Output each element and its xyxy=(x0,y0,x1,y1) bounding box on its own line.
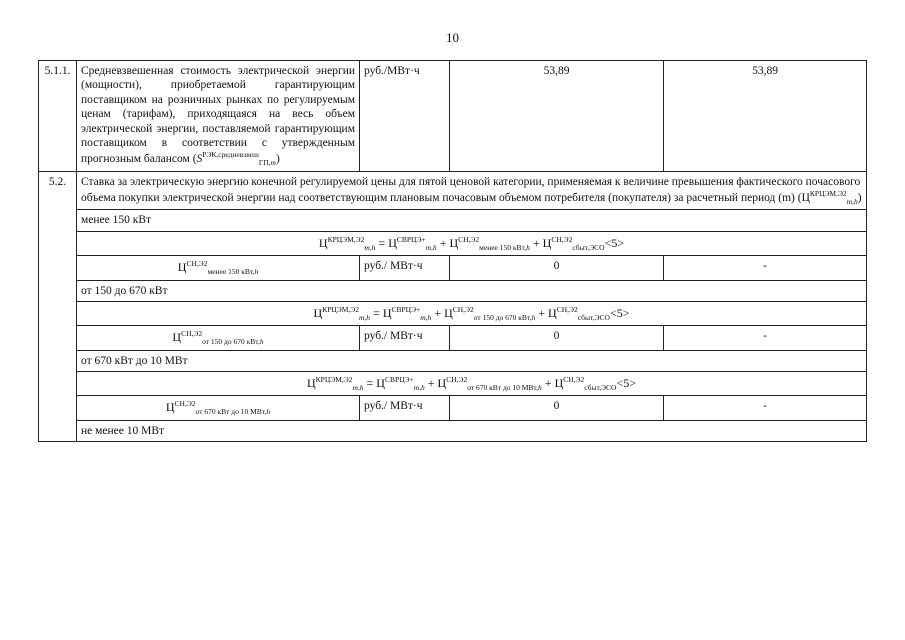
value-cell-1: 53,89 xyxy=(450,61,664,172)
component-symbol: $Ц^{СН,Э2}_{менее 150 кВт,h}$ xyxy=(77,256,360,280)
group-title-row xyxy=(39,420,867,441)
formula: $Ц^{КРЦЭМ,Э2}_{m,h} = Ц^{СВРЦЭ+}_{m,h} + Ц^{СН,Э2}_{от 150 до 670 кВт,h} + Ц^{СН,Э2}_{сбыт,ЭСО}<5>$ xyxy=(77,301,867,325)
formula: $Ц^{КРЦЭМ,Э2}_{m,h} = Ц^{СВРЦЭ+}_{m,h} + Ц^{СН,Э2}_{от 670 кВт до 10 МВт,h} + Ц^{СН,Э2}_{сбыт,ЭСО}<5>$ xyxy=(77,372,867,396)
group-title-row xyxy=(39,210,867,231)
value-cell-1: 0 xyxy=(450,326,664,350)
data-row xyxy=(39,396,867,420)
row-number: 5.2. xyxy=(39,171,77,442)
symbol-main: S xyxy=(196,153,203,166)
symbol-sub-italic: m xyxy=(270,158,276,168)
description-text: Ставка за электрическую энергию конечной регулируемой цены для пятой ценовой категории, применяемая к величине превышения фактического почасового объема покупки электрической энергии над соответствующим плановым почасовым объемом потребителя (покупателя) за расчетный период (m) ( xyxy=(81,175,861,204)
symbol-close: ) xyxy=(857,192,862,204)
value-cell-2: 53,89 xyxy=(664,61,867,172)
unit-cell: руб./ МВт·ч xyxy=(360,396,450,420)
symbol-sub: ГП, xyxy=(258,158,271,168)
group-title: от 150 до 670 кВт xyxy=(77,280,867,301)
component-symbol: $Ц^{СН,Э2}_{от 670 кВт до 10 МВт,h}$ xyxy=(77,396,360,420)
group-title: не менее 10 МВт xyxy=(77,420,867,441)
formula-row xyxy=(39,231,867,255)
symbol-sub: m,h xyxy=(846,197,858,206)
page-number: 10 xyxy=(446,30,459,45)
row-number: 5.1.1. xyxy=(39,61,77,172)
formula: $Ц^{КРЦЭМ,Э2}_{m,h} = Ц^{СВРЦЭ+}_{m,h} + Ц^{СН,Э2}_{менее 150 кВт,h} + Ц^{СН,Э2}_{сбыт,ЭСО}<5>$ xyxy=(77,231,867,255)
symbol-sup: КРЦЭМ,Э2 xyxy=(809,189,847,198)
description-text: Средневзвешенная стоимость электрической энергии (мощности), приобретаемой гарантирующим поставщиком на розничных рынках по регулируемым ценам (тарифам), приходящаяся на весь объем электрической энергии, поставляемой гарантирующим поставщиком в соответствии с утвержденным прогнозным балансом xyxy=(81,65,355,166)
value-cell-1: 0 xyxy=(450,396,664,420)
table-row-5-1-1 xyxy=(39,61,867,172)
formula-row xyxy=(39,301,867,325)
unit-cell: руб./ МВт·ч xyxy=(360,256,450,280)
unit-cell: руб./МВт·ч xyxy=(360,61,450,172)
group-title: менее 150 кВт xyxy=(77,210,867,231)
group-title: от 670 кВт до 10 МВт xyxy=(77,350,867,371)
section-description xyxy=(77,171,867,210)
value-cell-2: - xyxy=(664,396,867,420)
value-cell-1: 0 xyxy=(450,256,664,280)
symbol-main: Ц xyxy=(801,192,810,204)
group-title-row xyxy=(39,280,867,301)
formula-row xyxy=(39,372,867,396)
component-symbol: $Ц^{СН,Э2}_{от 150 до 670 кВт,h}$ xyxy=(77,326,360,350)
unit-cell: руб./ МВт·ч xyxy=(360,326,450,350)
tariff-table xyxy=(38,60,867,442)
data-row xyxy=(39,326,867,350)
value-cell-2: - xyxy=(664,256,867,280)
group-title-row xyxy=(39,350,867,371)
row-description: Средневзвешенная стоимость электрической энергии (мощности), приобретаемой гарантирующим поставщиком на розничных рынках по регулируемым ценам (тарифам), приходящаяся на весь объем электрической энергии, поставляемой гарантирующим поставщиком в соответствии с утвержденным прогнозным балансом $(S^{РЭК,средневзвеш}_{ГП,m})$ xyxy=(77,61,360,172)
data-row xyxy=(39,256,867,280)
symbol-sup: РЭК,средневзвеш xyxy=(202,150,259,160)
value-cell-2: - xyxy=(664,326,867,350)
table-row-5-2 xyxy=(39,171,867,210)
